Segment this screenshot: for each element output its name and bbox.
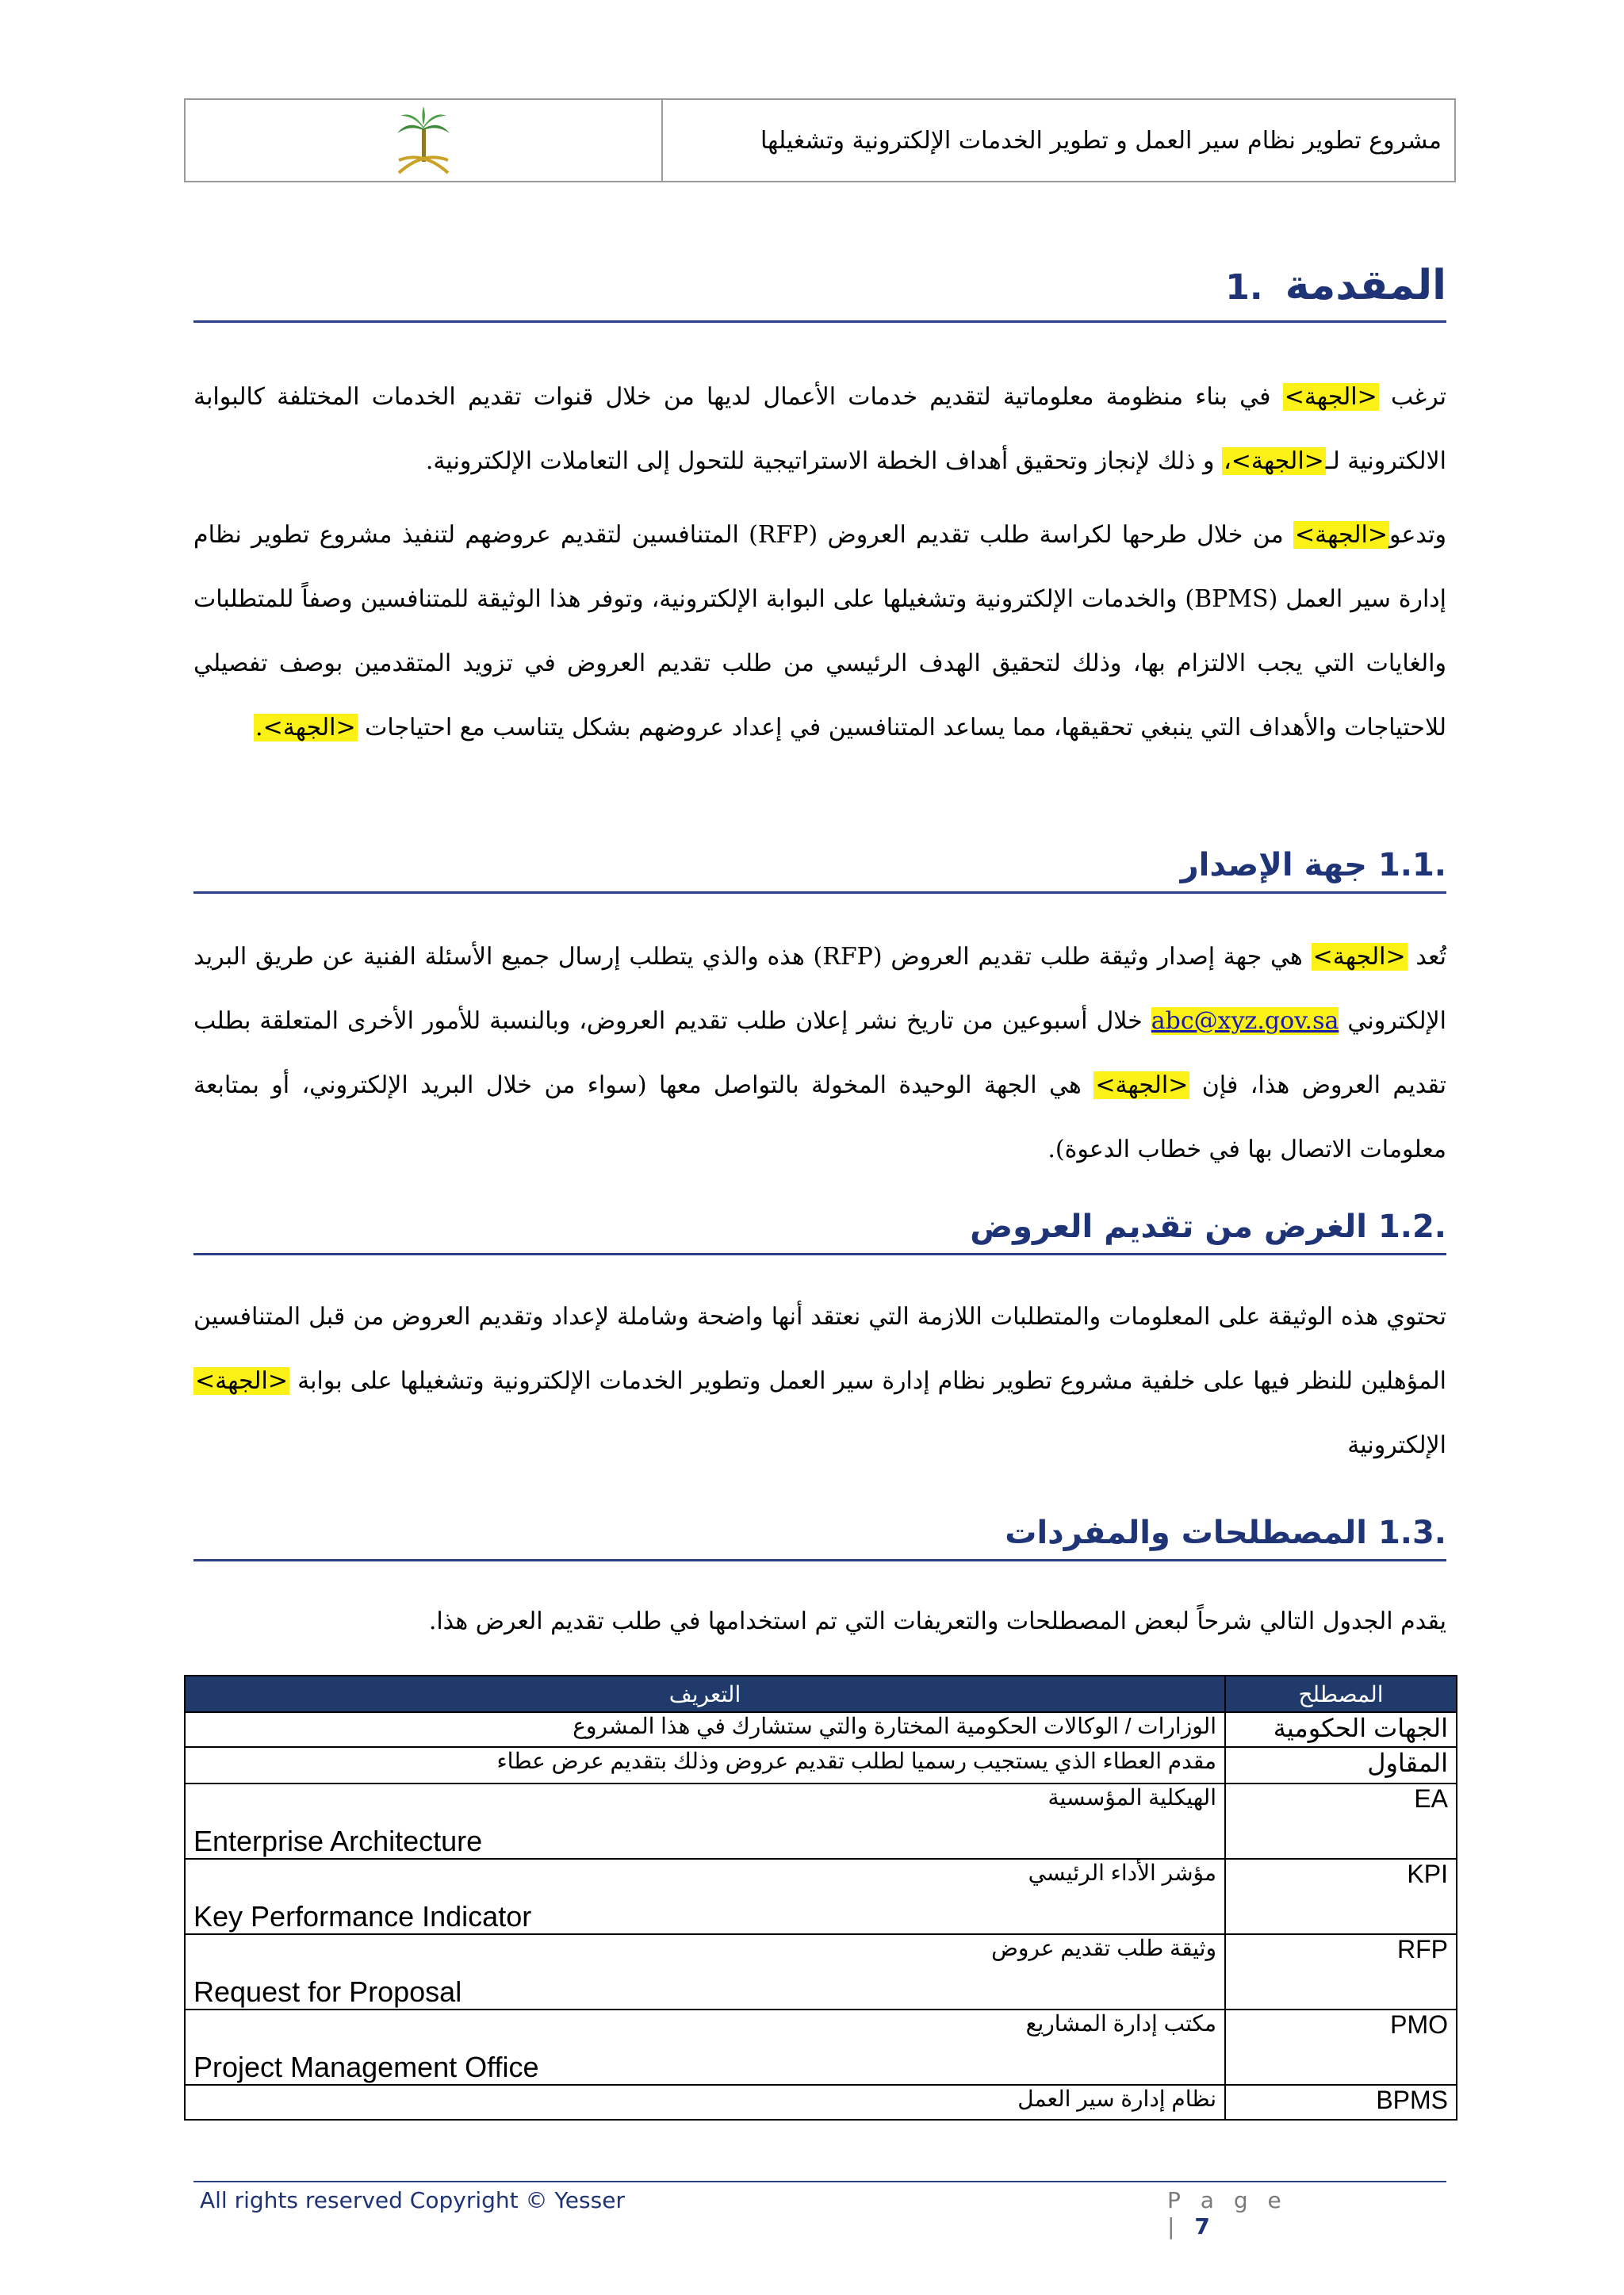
term-cell: KPI (1225, 1859, 1457, 1934)
table-header-row (185, 1676, 1457, 1712)
table-row (185, 1784, 1457, 1859)
term-cell: المقاول (1225, 1747, 1457, 1784)
page-footer (200, 2187, 1310, 2239)
definition-ar: مؤشر الأداء الرئيسي (1028, 1860, 1216, 1885)
text-run: هي جهة إصدار وثيقة طلب تقديم العروض (RFP) هذه والذي يتطلب إرسال جميع الأسئلة الفنية عن طريق البريد الإلكتروني (193, 943, 1446, 1035)
definition-cell (185, 2010, 1225, 2085)
definition-cell (185, 1934, 1225, 2010)
definition-ar: وثيقة طلب تقديم عروض (991, 1936, 1216, 1960)
footer-page (1167, 2187, 1310, 2239)
text-run: الإلكترونية (1347, 1431, 1446, 1459)
entity-placeholder: <الجهة> (1294, 521, 1388, 549)
entity-placeholder: <الجهة> (1312, 943, 1406, 971)
text-run: تُعد (1407, 943, 1446, 971)
section-terms (193, 1515, 1446, 1561)
text-run: من خلال طرحها لكراسة طلب تقديم العروض (RFP) المتنافسين لتقديم عروضهم لتنفيذ مشروع تطوير نظام إدارة سير العمل (BPMS) والخدمات الإلكترونية وتشغيلها على البوابة الإلكترونية، وتوفر هذا الوثيقة للمتنافسين وصفاً للمتطلبات والغايات التي يجب الالتزام بها، وذلك لتحقيق الهدف الرئيسي من طلب تقديم العروض في تزويد المتقدمين بوصف تفصيلي للاحتياجات والأهداف التي ينبغي تحقيقها، مما يساعد المتنافسين في إعداد عروضهم بشكل يتناسب مع احتياجات (193, 521, 1446, 741)
terms-intro (193, 1589, 1446, 1653)
page-header (184, 98, 1456, 182)
table-row (185, 2010, 1457, 2085)
text-run: وتدعو (1389, 521, 1446, 549)
term-cell: EA (1225, 1784, 1457, 1859)
section-heading-terms: .1.3 المصطلحات والمفردات (193, 1515, 1446, 1561)
term-cell: RFP (1225, 1934, 1457, 2010)
palm-swords-emblem-icon (388, 105, 459, 176)
definition-ar: مقدم العطاء الذي يستجيب رسميا لطلب تقديم عروض وذلك بتقديم عرض عطاء (496, 1749, 1216, 1773)
definition-cell (185, 2085, 1225, 2120)
terms-table (184, 1675, 1457, 2121)
section-heading-introduction (193, 262, 1446, 323)
column-header-definition: التعريف (185, 1676, 1225, 1712)
page-number: 7 (1194, 2213, 1210, 2239)
section-number: .1 (1225, 267, 1263, 308)
section-title: المقدمة (1285, 262, 1446, 309)
definition-ar: الوزارات / الوكالات الحكومية المختارة والتي ستشارك في هذا المشروع (573, 1714, 1216, 1738)
definition-ar: مكتب إدارة المشاريع (1025, 2011, 1216, 2036)
definition-en: Request for Proposal (193, 1975, 462, 2008)
text-run: ترغب (1378, 383, 1446, 411)
header-title: مشروع تطوير نظام سير العمل و تطوير الخدمات الإلكترونية وتشغيلها (760, 126, 1442, 155)
definition-ar: الهيكلية المؤسسية (1048, 1785, 1216, 1810)
definition-cell (185, 1784, 1225, 1859)
term-cell: PMO (1225, 2010, 1457, 2085)
purpose-paragraph (193, 1285, 1446, 1477)
section-introduction (193, 262, 1446, 323)
term-cell: الجهات الحكومية (1225, 1712, 1457, 1747)
text-run: تحتوي هذه الوثيقة على المعلومات والمتطلبات اللازمة التي نعتقد أنها واضحة وشاملة لإعداد وتقديم العروض من قبل المتنافسين المؤهلين للنظر فيها على خلفية مشروع تطوير نظام إدارة سير العمل وتطوير الخدمات الإلكترونية وتشغيلها على بوابة (193, 1303, 1446, 1395)
definition-cell (185, 1747, 1225, 1784)
email-link[interactable]: abc@xyz.gov.sa (1151, 1007, 1339, 1035)
section-issuer (193, 847, 1446, 894)
entity-placeholder: <الجهة> (1095, 1071, 1189, 1099)
definition-cell (185, 1712, 1225, 1747)
column-header-term: المصطلح (1225, 1676, 1457, 1712)
definition-en: Project Management Office (193, 2051, 539, 2083)
footer-copyright: All rights reserved Copyright © Yesser (200, 2187, 625, 2213)
term-cell: BPMS (1225, 2085, 1457, 2120)
section-heading-purpose: .1.2 الغرض من تقديم العروض (193, 1209, 1446, 1255)
text-run: في بناء منظومة معلوماتية لتقديم خدمات الأعمال لديها من خلال قنوات تقديم الخدمات المختلفة كالبوابة الالكترونية لـ (193, 383, 1446, 475)
entity-placeholder: <الجهة>. (255, 714, 356, 741)
definition-en: Enterprise Architecture (193, 1825, 483, 1857)
text-run: هي الجهة الوحيدة المخولة بالتواصل معها (سواء من خلال البريد الإلكتروني، أو بمتابعة معلومات الاتصال بها في خطاب الدعوة). (193, 1071, 1446, 1163)
text-run: و ذلك لإنجاز وتحقيق أهداف الخطة الاستراتيجية للتحول إلى التعاملات الإلكترونية. (425, 447, 1223, 475)
table-row (185, 1934, 1457, 2010)
intro-paragraph-2 (193, 503, 1446, 760)
entity-placeholder: <الجهة> (1284, 383, 1377, 411)
table-row (185, 1859, 1457, 1934)
entity-placeholder: <الجهة> (195, 1367, 289, 1395)
table-row (185, 2085, 1457, 2120)
text-run: خلال أسبوعين من تاريخ نشر إعلان طلب تقديم العروض، وبالنسبة للأمور الأخرى المتعلقة بطلب تقديم العروض هذا، فإن (193, 1007, 1446, 1099)
header-logo-cell (186, 100, 663, 181)
table-row (185, 1712, 1457, 1747)
definition-en: Key Performance Indicator (193, 1900, 532, 1933)
section-purpose (193, 1209, 1446, 1255)
definition-cell (185, 1859, 1225, 1934)
table-row (185, 1747, 1457, 1784)
terms-intro-text: يقدم الجدول التالي شرحاً لبعض المصطلحات والتعريفات التي تم استخدامها في طلب تقديم العرض هذا. (428, 1607, 1446, 1635)
issuer-paragraph (193, 925, 1446, 1182)
definition-ar: نظام إدارة سير العمل (1017, 2086, 1216, 2111)
footer-divider (193, 2181, 1446, 2182)
intro-paragraph-1 (193, 365, 1446, 493)
entity-placeholder: <الجهة>، (1224, 447, 1324, 475)
page-label: P a g e | (1167, 2187, 1288, 2239)
section-heading-issuer: .1.1 جهة الإصدار (193, 847, 1446, 894)
